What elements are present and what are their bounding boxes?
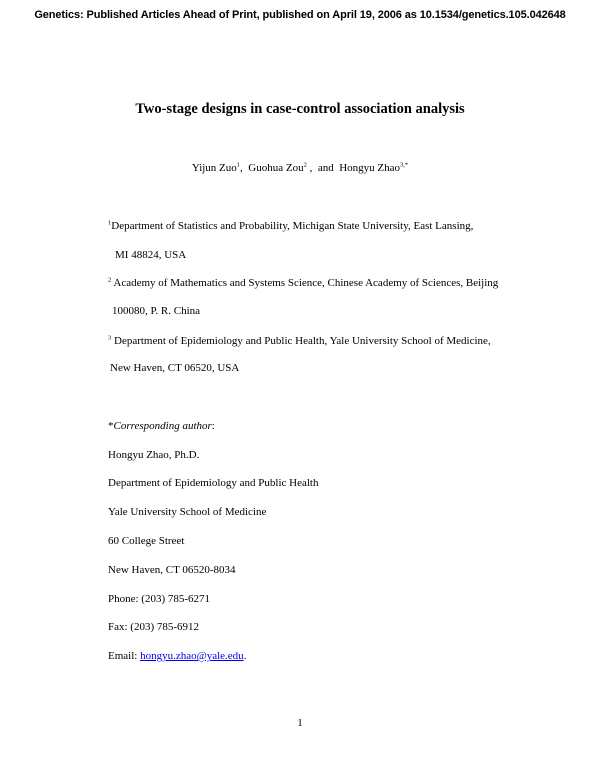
contact-street: 60 College Street — [108, 535, 185, 547]
email-label: Email: — [108, 650, 141, 662]
affiliation-3-line1 — [108, 335, 491, 347]
affiliation-text: Department of Statistics and Probability, Michigan State University, East Lansing, — [111, 220, 474, 232]
corresponding-author-label: Corresponding author — [113, 420, 212, 432]
affiliation-2-line1 — [108, 277, 498, 289]
affiliation-3-line2: New Haven, CT 06520, USA — [110, 362, 240, 374]
affiliation-text: Academy of Mathematics and Systems Science, Chinese Academy of Sciences, Beijing — [111, 277, 499, 289]
affiliation-mark: 1 — [108, 219, 112, 227]
journal-header: Genetics: Published Articles Ahead of Print, published on April 19, 2006 as 10.1534/genetics.105.042648 — [34, 9, 566, 21]
contact-department: Department of Epidemiology and Public Health — [108, 477, 319, 489]
author-affiliation-mark: 3,* — [400, 161, 409, 169]
contact-city: New Haven, CT 06520-8034 — [108, 564, 236, 576]
author-affiliation-mark: 2 — [303, 161, 307, 169]
email-link[interactable]: hongyu.zhao@yale.edu — [140, 650, 244, 662]
author-affiliation-mark: 1 — [236, 161, 241, 169]
author-list — [0, 162, 600, 174]
affiliation-mark: 3 — [108, 334, 112, 342]
affiliation-1-line2: MI 48824, USA — [115, 249, 187, 261]
contact-phone: Phone: (203) 785-6271 — [108, 593, 211, 605]
author-name: Hongyu Zhao — [339, 162, 401, 174]
affiliation-mark: 2 — [108, 276, 112, 284]
contact-name: Hongyu Zhao, Ph.D. — [108, 449, 200, 461]
asterisk: * — [108, 420, 114, 432]
affiliation-1-line1 — [108, 220, 473, 232]
author-separator: , and — [306, 162, 340, 174]
contact-email-line — [108, 650, 246, 662]
corresponding-author-heading — [108, 420, 215, 432]
paper-title: Two-stage designs in case-control association analysis — [135, 101, 465, 117]
affiliation-2-line2: 100080, P. R. China — [112, 305, 201, 317]
colon: : — [211, 420, 215, 432]
affiliation-text: Department of Epidemiology and Public Health, Yale University School of Medicine, — [111, 335, 491, 347]
author-separator: , — [240, 162, 249, 174]
author-name: Yijun Zuo — [191, 162, 237, 174]
contact-fax: Fax: (203) 785-6912 — [108, 621, 200, 633]
email-period: . — [243, 650, 247, 662]
author-name: Guohua Zou — [248, 162, 304, 174]
contact-school: Yale University School of Medicine — [108, 506, 267, 518]
page-number: 1 — [297, 717, 303, 729]
